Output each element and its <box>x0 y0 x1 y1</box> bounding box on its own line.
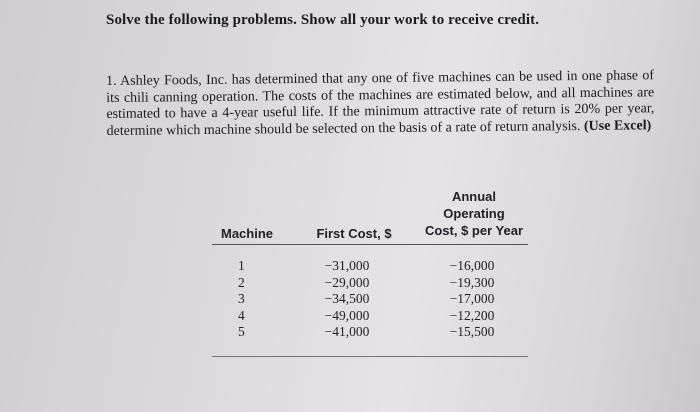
problem-text: 1. Ashley Foods, Inc. has determined that any one of five machines can be used in one phase of its chili canning operation. The costs of the machines are estimated below, and all machines are estimated to have a 4-year useful life. If the minimum attractive rate of return is 20% per year, determine which machine should be selected on the basis of a rate of return analysis. <box>106 68 655 139</box>
column-header-machine: Machine <box>220 226 273 241</box>
header-rule <box>212 244 528 245</box>
machine-cell: 2 <box>238 274 245 290</box>
first-cost-column <box>312 258 382 341</box>
machine-column <box>238 258 258 341</box>
annual-header-line-2: Operating <box>443 206 505 221</box>
machine-cell: 1 <box>238 258 245 273</box>
machine-cell: 3 <box>238 291 245 306</box>
instructions-heading: Solve the following problems. Show all your work to receive credit. <box>106 12 540 28</box>
first-cost-cell: −41,000 <box>324 324 370 339</box>
first-cost-cell: −49,000 <box>324 307 370 323</box>
column-header-first-cost: First Cost, $ <box>316 226 392 241</box>
annual-cost-cell: −17,000 <box>449 291 495 306</box>
column-header-annual-operating-cost <box>420 188 528 239</box>
first-cost-cell: −34,500 <box>324 291 370 306</box>
annual-cost-cell: −19,300 <box>449 274 495 290</box>
annual-cost-cell: −12,200 <box>449 307 495 323</box>
excel-note: (Use Excel) <box>583 117 652 134</box>
first-cost-cell: −29,000 <box>324 274 370 290</box>
annual-cost-cell: −15,500 <box>449 324 495 339</box>
annual-cost-column <box>432 258 512 341</box>
annual-header-line-1: Annual <box>451 189 497 204</box>
first-cost-cell: −31,000 <box>324 258 370 273</box>
machine-cell: 5 <box>238 324 245 339</box>
annual-header-line-3: Cost, $ per Year <box>424 223 524 238</box>
annual-cost-cell: −16,000 <box>449 258 495 273</box>
bottom-rule <box>212 356 528 357</box>
problem-statement <box>106 68 655 140</box>
machine-cell: 4 <box>238 307 245 323</box>
